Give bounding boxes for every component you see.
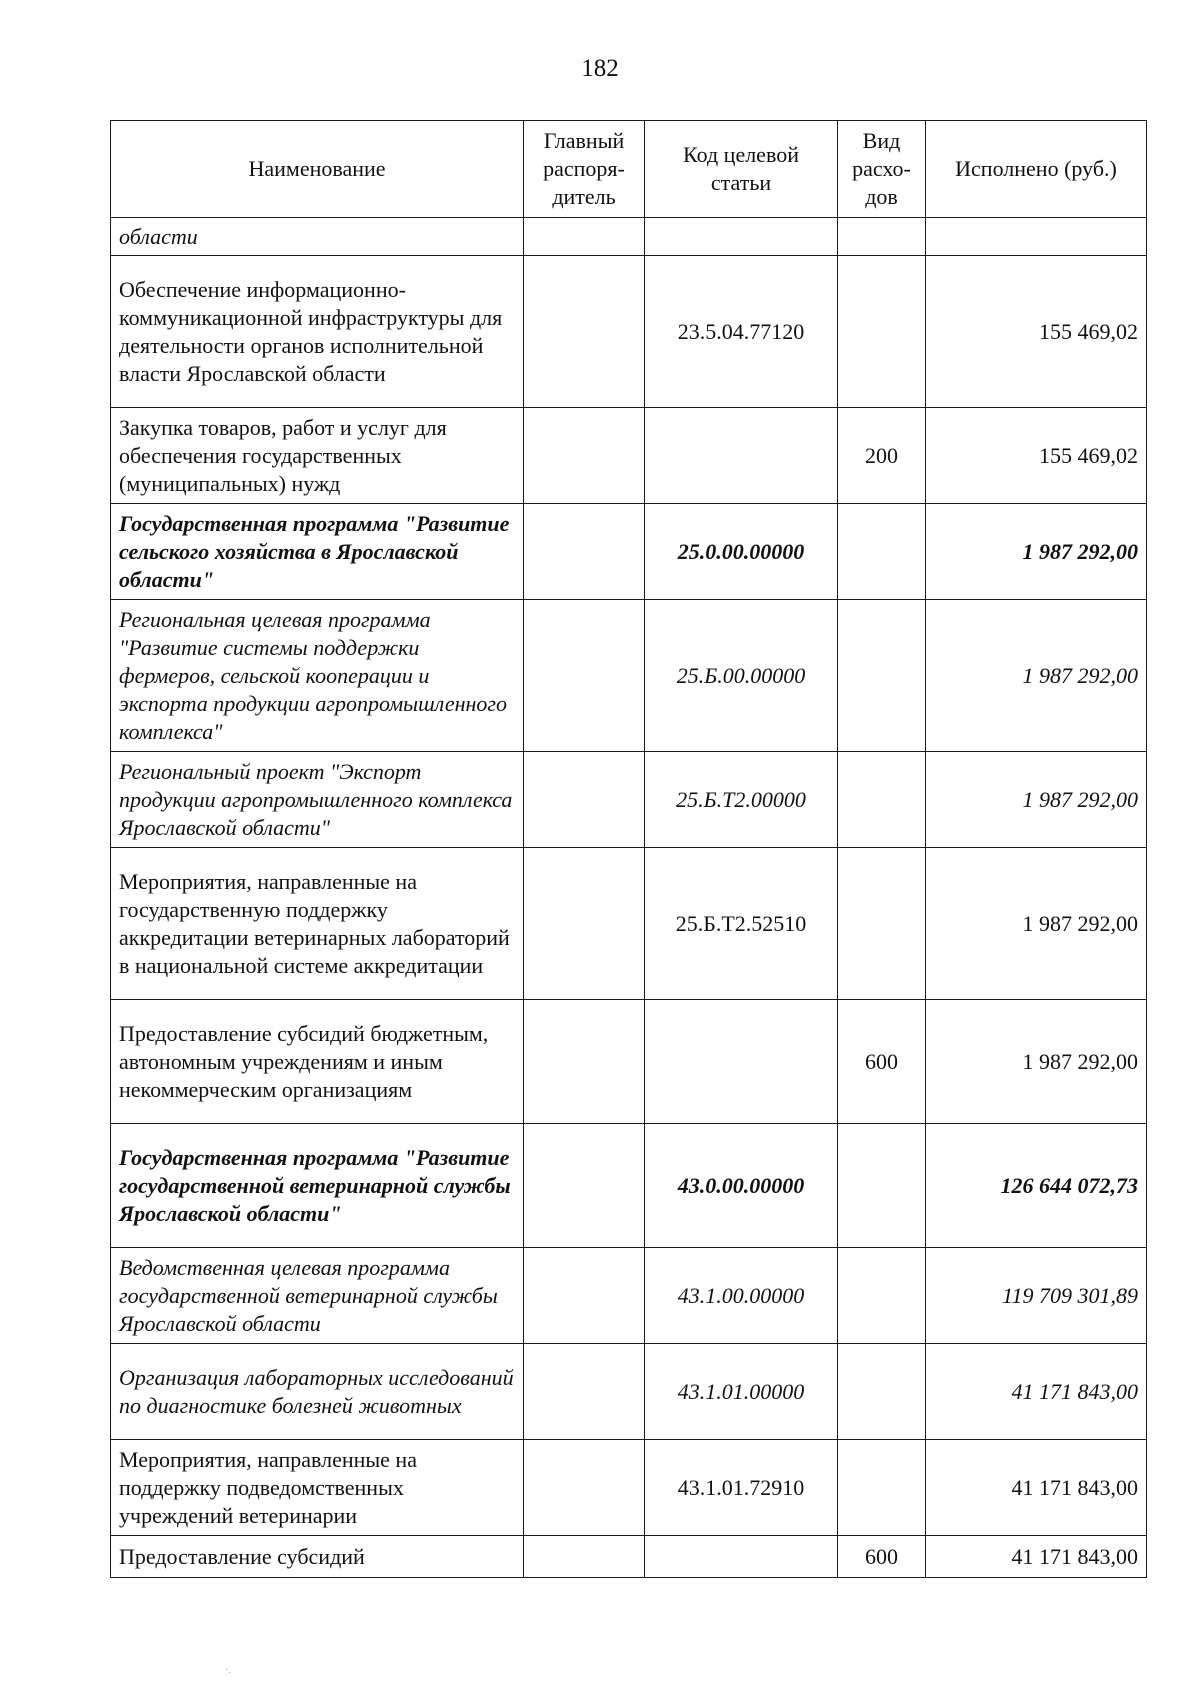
cell-manager: [524, 752, 645, 848]
cell-expense-type: [838, 1344, 926, 1440]
cell-executed: 1 987 292,00: [926, 752, 1147, 848]
cell-manager: [524, 256, 645, 408]
cell-name: Мероприятия, направленные на государственную поддержку аккредитации ветеринарных лабораторий в национальной системе аккредитации: [111, 848, 524, 1000]
cell-manager: [524, 848, 645, 1000]
cell-expense-type: 600: [838, 1536, 926, 1578]
cell-expense-type: [838, 504, 926, 600]
budget-table: [110, 120, 1147, 1578]
cell-code: 43.1.00.00000: [645, 1248, 838, 1344]
header-expense-type: Вид расхо-дов: [838, 121, 926, 218]
cell-executed: 155 469,02: [926, 408, 1147, 504]
cell-executed: 119 709 301,89: [926, 1248, 1147, 1344]
cell-expense-type: [838, 848, 926, 1000]
table-row: [111, 1344, 1147, 1440]
table-row: [111, 1000, 1147, 1124]
cell-expense-type: [838, 1440, 926, 1536]
table-row: [111, 1536, 1147, 1578]
cell-name: Региональный проект "Экспорт продукции агропромышленного комплекса Ярославской области": [111, 752, 524, 848]
cell-code: 23.5.04.77120: [645, 256, 838, 408]
cell-manager: [524, 1536, 645, 1578]
table-header-row: [111, 121, 1147, 218]
cell-expense-type: [838, 1248, 926, 1344]
header-executed: Исполнено (руб.): [926, 121, 1147, 218]
cell-name: Государственная программа "Развитие сельского хозяйства в Ярославской области": [111, 504, 524, 600]
cell-name: Обеспечение информационно-коммуникационной инфраструктуры для деятельности органов исполнительной власти Ярославской области: [111, 256, 524, 408]
cell-executed: 41 171 843,00: [926, 1344, 1147, 1440]
cell-name: Предоставление субсидий бюджетным, автономным учреждениям и иным некоммерческим организациям: [111, 1000, 524, 1124]
table-row: [111, 1124, 1147, 1248]
cell-code: 25.Б.00.00000: [645, 600, 838, 752]
cell-name: Государственная программа "Развитие государственной ветеринарной службы Ярославской области": [111, 1124, 524, 1248]
cell-expense-type: [838, 1124, 926, 1248]
cell-executed: 1 987 292,00: [926, 600, 1147, 752]
cell-code: 43.1.01.00000: [645, 1344, 838, 1440]
cell-code: [645, 1536, 838, 1578]
cell-code: 25.0.00.00000: [645, 504, 838, 600]
cell-executed: [926, 218, 1147, 256]
cell-code: 43.0.00.00000: [645, 1124, 838, 1248]
cell-executed: 126 644 072,73: [926, 1124, 1147, 1248]
header-manager: Главный распоря-дитель: [524, 121, 645, 218]
table-row: [111, 504, 1147, 600]
table-row: [111, 408, 1147, 504]
table-body: [111, 218, 1147, 1578]
table-row: [111, 256, 1147, 408]
cell-name: Ведомственная целевая программа государственной ветеринарной службы Ярославской области: [111, 1248, 524, 1344]
cell-expense-type: [838, 218, 926, 256]
cell-code: 43.1.01.72910: [645, 1440, 838, 1536]
cell-executed: 41 171 843,00: [926, 1536, 1147, 1578]
table-row: [111, 218, 1147, 256]
cell-code: 25.Б.Т2.00000: [645, 752, 838, 848]
cell-manager: [524, 1124, 645, 1248]
cell-code: [645, 1000, 838, 1124]
table-row: [111, 1248, 1147, 1344]
cell-code: [645, 218, 838, 256]
cell-expense-type: [838, 600, 926, 752]
cell-executed: 41 171 843,00: [926, 1440, 1147, 1536]
cell-name: области: [111, 218, 524, 256]
cell-name: Организация лабораторных исследований по диагностике болезней животных: [111, 1344, 524, 1440]
cell-name: Региональная целевая программа "Развитие системы поддержки фермеров, сельской кооперации и экспорта продукции агропромышленного комплекса": [111, 600, 524, 752]
table-row: [111, 848, 1147, 1000]
cell-manager: [524, 408, 645, 504]
table-row: [111, 752, 1147, 848]
header-name: Наименование: [111, 121, 524, 218]
cell-name: Закупка товаров, работ и услуг для обеспечения государственных (муниципальных) нужд: [111, 408, 524, 504]
header-code: Код целевой статьи: [645, 121, 838, 218]
scan-mark: ·.: [225, 1665, 231, 1676]
cell-manager: [524, 1248, 645, 1344]
cell-executed: 1 987 292,00: [926, 848, 1147, 1000]
page-number: 182: [581, 55, 619, 82]
cell-manager: [524, 218, 645, 256]
cell-expense-type: 600: [838, 1000, 926, 1124]
cell-expense-type: [838, 256, 926, 408]
cell-manager: [524, 1344, 645, 1440]
cell-manager: [524, 1440, 645, 1536]
cell-name: Мероприятия, направленные на поддержку подведомственных учреждений ветеринарии: [111, 1440, 524, 1536]
cell-name: Предоставление субсидий: [111, 1536, 524, 1578]
cell-executed: 1 987 292,00: [926, 1000, 1147, 1124]
table-row: [111, 600, 1147, 752]
cell-executed: 1 987 292,00: [926, 504, 1147, 600]
cell-manager: [524, 600, 645, 752]
cell-code: 25.Б.Т2.52510: [645, 848, 838, 1000]
cell-expense-type: 200: [838, 408, 926, 504]
cell-code: [645, 408, 838, 504]
cell-expense-type: [838, 752, 926, 848]
cell-manager: [524, 1000, 645, 1124]
cell-executed: 155 469,02: [926, 256, 1147, 408]
table-row: [111, 1440, 1147, 1536]
cell-manager: [524, 504, 645, 600]
